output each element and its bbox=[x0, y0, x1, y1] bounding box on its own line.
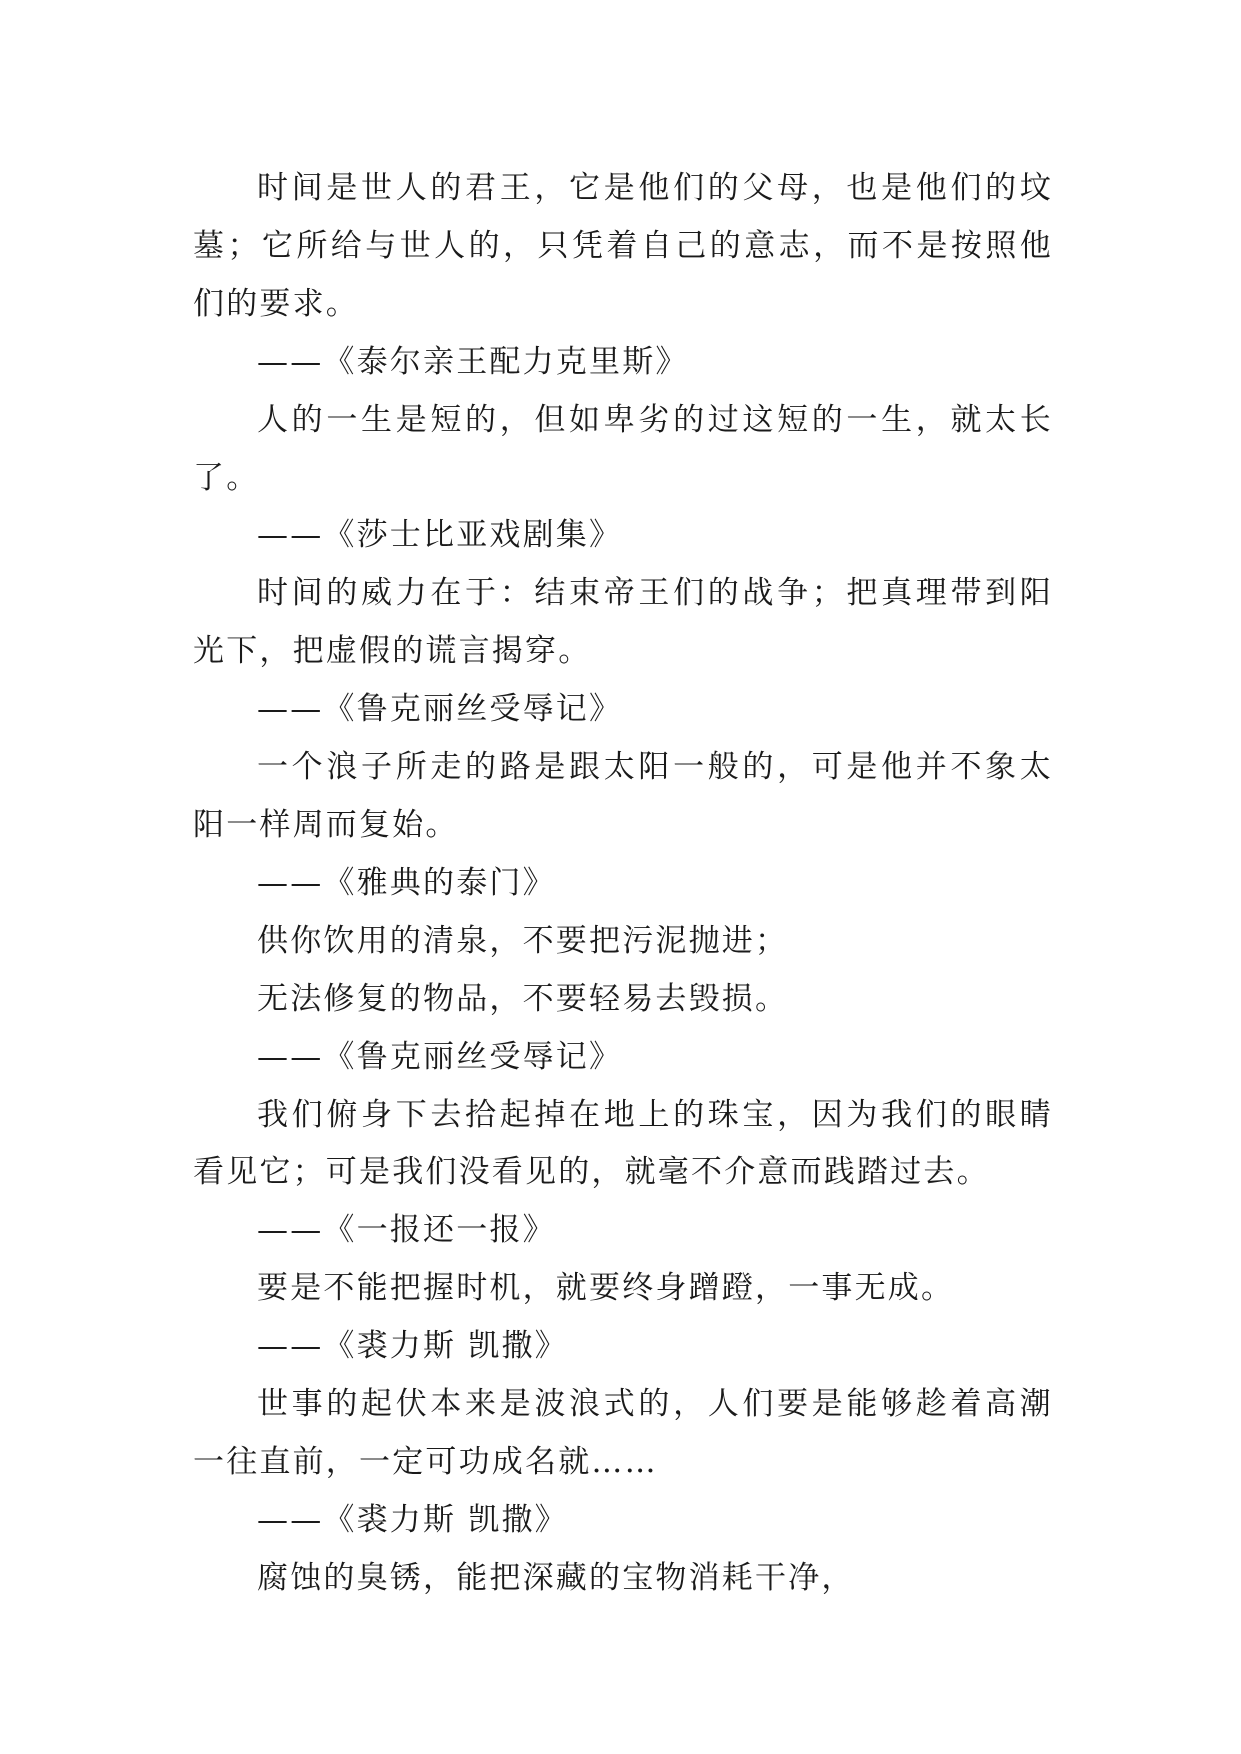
quote-text-block bbox=[193, 160, 1053, 1608]
quote-paragraph-tide: 世事的起伏本来是波浪式的，人们要是能够趁着高潮一往直前，一定可功成名就…… bbox=[193, 1386, 1053, 1480]
source-shakespeare-plays: ——《莎士比亚戏剧集》 bbox=[257, 517, 623, 554]
source-pericles: ——《泰尔亲王配力克里斯》 bbox=[257, 343, 689, 380]
quote-paragraph-prodigal: 一个浪子所走的路是跟太阳一般的，可是他并不象太阳一样周而复始。 bbox=[193, 749, 1053, 843]
source-lucrece-2: ——《鲁克丽丝受辱记》 bbox=[257, 1038, 623, 1075]
source-julius-caesar-1: ——《裘力斯 凯撒》 bbox=[257, 1328, 568, 1365]
source-julius-caesar-2: ——《裘力斯 凯撒》 bbox=[257, 1501, 568, 1538]
source-lucrece-1: ——《鲁克丽丝受辱记》 bbox=[257, 691, 623, 728]
quote-paragraph-irreparable: 无法修复的物品，不要轻易去毁损。 bbox=[257, 980, 789, 1017]
quote-paragraph-rust: 腐蚀的臭锈，能把深藏的宝物消耗干净， bbox=[257, 1559, 855, 1596]
quote-paragraph-power-of-time: 时间的威力在于：结束帝王们的战争；把真理带到阳光下，把虚假的谎言揭穿。 bbox=[193, 575, 1053, 670]
source-timon: ——《雅典的泰门》 bbox=[257, 864, 556, 901]
quote-paragraph-spring: 供你饮用的清泉，不要把污泥抛进； bbox=[257, 922, 789, 959]
quote-paragraph-jewel: 我们俯身下去拾起掉在地上的珠宝，因为我们的眼睛看见它；可是我们没看见的，就毫不介意而践踏过去。 bbox=[193, 1096, 1053, 1191]
source-measure-for-measure: ——《一报还一报》 bbox=[257, 1212, 556, 1249]
quote-paragraph-time-king: 时间是世人的君王，它是他们的父母，也是他们的坟墓；它所给与世人的，只凭着自己的意志，而不是按照他们的要求。 bbox=[193, 170, 1053, 322]
quote-paragraph-short-life: 人的一生是短的，但如卑劣的过这短的一生，就太长了。 bbox=[193, 401, 1053, 496]
quote-paragraph-seize-moment: 要是不能把握时机，就要终身蹭蹬，一事无成。 bbox=[257, 1270, 955, 1307]
